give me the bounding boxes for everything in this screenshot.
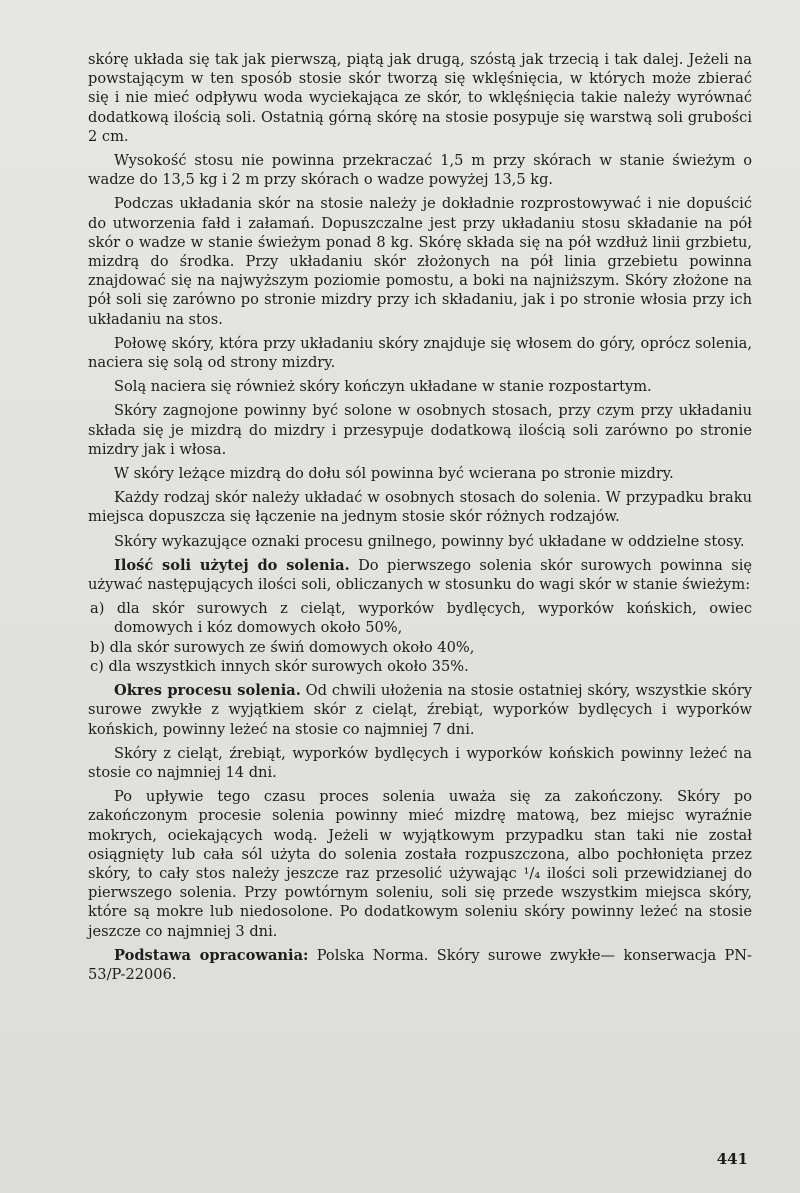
section-heading-basis: Podstawa opracowania:	[114, 946, 309, 964]
paragraph-salting-period: Okres procesu solenia. Od chwili ułożenia na stosie ostatniej skóry, wszystkie skóry surowe zwykłe z wyjątkiem skór z cieląt, źrebiąt, wyporków bydlęcych i wyporków końskich, powinny leżeć na stosie co najmniej 7 dni.	[88, 682, 752, 738]
paragraph-basis: Podstawa opracowania: Polska Norma. Skóry surowe zwykłe— konserwacja PN-53/P-22006.	[88, 946, 752, 983]
list-item: c) dla wszystkich innych skór surowych około 35%.	[90, 657, 469, 675]
paragraph-calf-hides: Skóry z cieląt, źrebiąt, wyporków bydlęcych i wyporków końskich powinny leżeć na stosie co najmniej 14 dni.	[88, 744, 752, 781]
paragraph-stacking-continued: skórę układa się tak jak pierwszą, piątą jak drugą, szóstą jak trzecią i tak dalej. Jeżeli na powstającym w ten sposób stosie skór tworzą się wklęśnięcia, w których może zbierać się i nie mieć odpływu woda wyciekająca ze skór, to wklęśnięcia takie należy wyrównać dodatkową ilością soli. Ostatnią górną skórę na stosie posypuje się warstwą soli grubości 2 cm.	[88, 51, 752, 145]
paragraph-salt-amount: Ilość soli użytej do solenia. Do pierwszego solenia skór surowych powinna się używać następujących ilości soli, obliczanych w stosunku do wagi skór w stanie świeżym:	[88, 556, 752, 594]
section-heading-salt-amount: Ilość soli użytej do solenia.	[114, 556, 350, 574]
paragraph-soiled-hides: Skóry zagnojone powinny być solone w osobnych stosach, przy czym przy układaniu składa się je mizdrą do mizdry i przesypuje dodatkową ilością soli zarówno po stronie mizdry jak i włosa.	[88, 402, 752, 458]
paragraph-putrid-hides: Skóry wykazujące oznaki procesu gnilnego, powinny być układane w oddzielne stosy.	[114, 532, 745, 550]
page-number: 441	[716, 1150, 748, 1168]
paragraph-limbs: Solą naciera się również skóry kończyn układane w stanie rozpostartym.	[114, 378, 652, 396]
paragraph-separate-stacks: Każdy rodzaj skór należy układać w osobnych stosach do solenia. W przypadku braku miejsca dopuszcza się łączenie na jednym stosie skór różnych rodzajów.	[88, 489, 752, 526]
paragraph-folding: Podczas układania skór na stosie należy je dokładnie rozprostowywać i nie dopuścić do utworzenia fałd i załamań. Dopuszczalne jest przy układaniu stosu składanie na pół skór o wadze w stanie świeżym ponad 8 kg. Skórę składa się na pół wzdłuż linii grzbietu, mizdrą do środka. Przy układaniu skór złożonych na pół linia grzebietu powinna znajdować się na najwyższym poziomie pomostu, a boki na najniższym. Skóry złożone na pół soli się zarówno po stronie mizdry przy ich składaniu, jak i po stronie włosia przy ich układaniu na stos.	[88, 195, 752, 328]
paragraph-half-hide: Połowę skóry, która przy układaniu skóry znajduje się włosem do góry, oprócz solenia, naciera się solą od strony mizdry.	[88, 334, 752, 372]
list-item: b) dla skór surowych ze świń domowych około 40%,	[90, 638, 475, 656]
paragraph-rubbing: W skóry leżące mizdrą do dołu sól powinna być wcierana po stronie mizdry.	[114, 465, 674, 483]
paragraph-stack-height: Wysokość stosu nie powinna przekraczać 1,5 m przy skórach w stanie świeżym o wadze do 13,5 kg i 2 m przy skórach o wadze powyżej 13,5 kg.	[88, 152, 752, 189]
salt-amount-list	[88, 599, 752, 676]
body-text	[88, 50, 752, 989]
paragraph-completion: Po upływie tego czasu proces solenia uważa się za zakończony. Skóry po zakończonym procesie solenia powinny mieć mizdrę matową, bez miejsc wyraźnie mokrych, ociekających wodą. Jeżeli w wyjątkowym przypadku stan taki nie został osiągnięty lub cała sól użyta do solenia została rozpuszczona, albo pochłonięta przez skóry, to cały stos należy jeszcze raz przesolić używając ¹/₄ ilości soli przewidzianej do pierwszego solenia. Przy powtórnym soleniu, soli się przede wszystkim miejsca skóry, które są mokre lub niedosolone. Po dodatkowym soleniu skóry powinny leżeć na stosie jeszcze co najmniej 3 dni.	[88, 788, 752, 940]
section-heading-salting-period: Okres procesu solenia.	[114, 682, 301, 700]
list-item: a) dla skór surowych z cieląt, wyporków bydlęcych, wyporków końskich, owiec domowych i kóz domowych około 50%,	[90, 600, 752, 637]
